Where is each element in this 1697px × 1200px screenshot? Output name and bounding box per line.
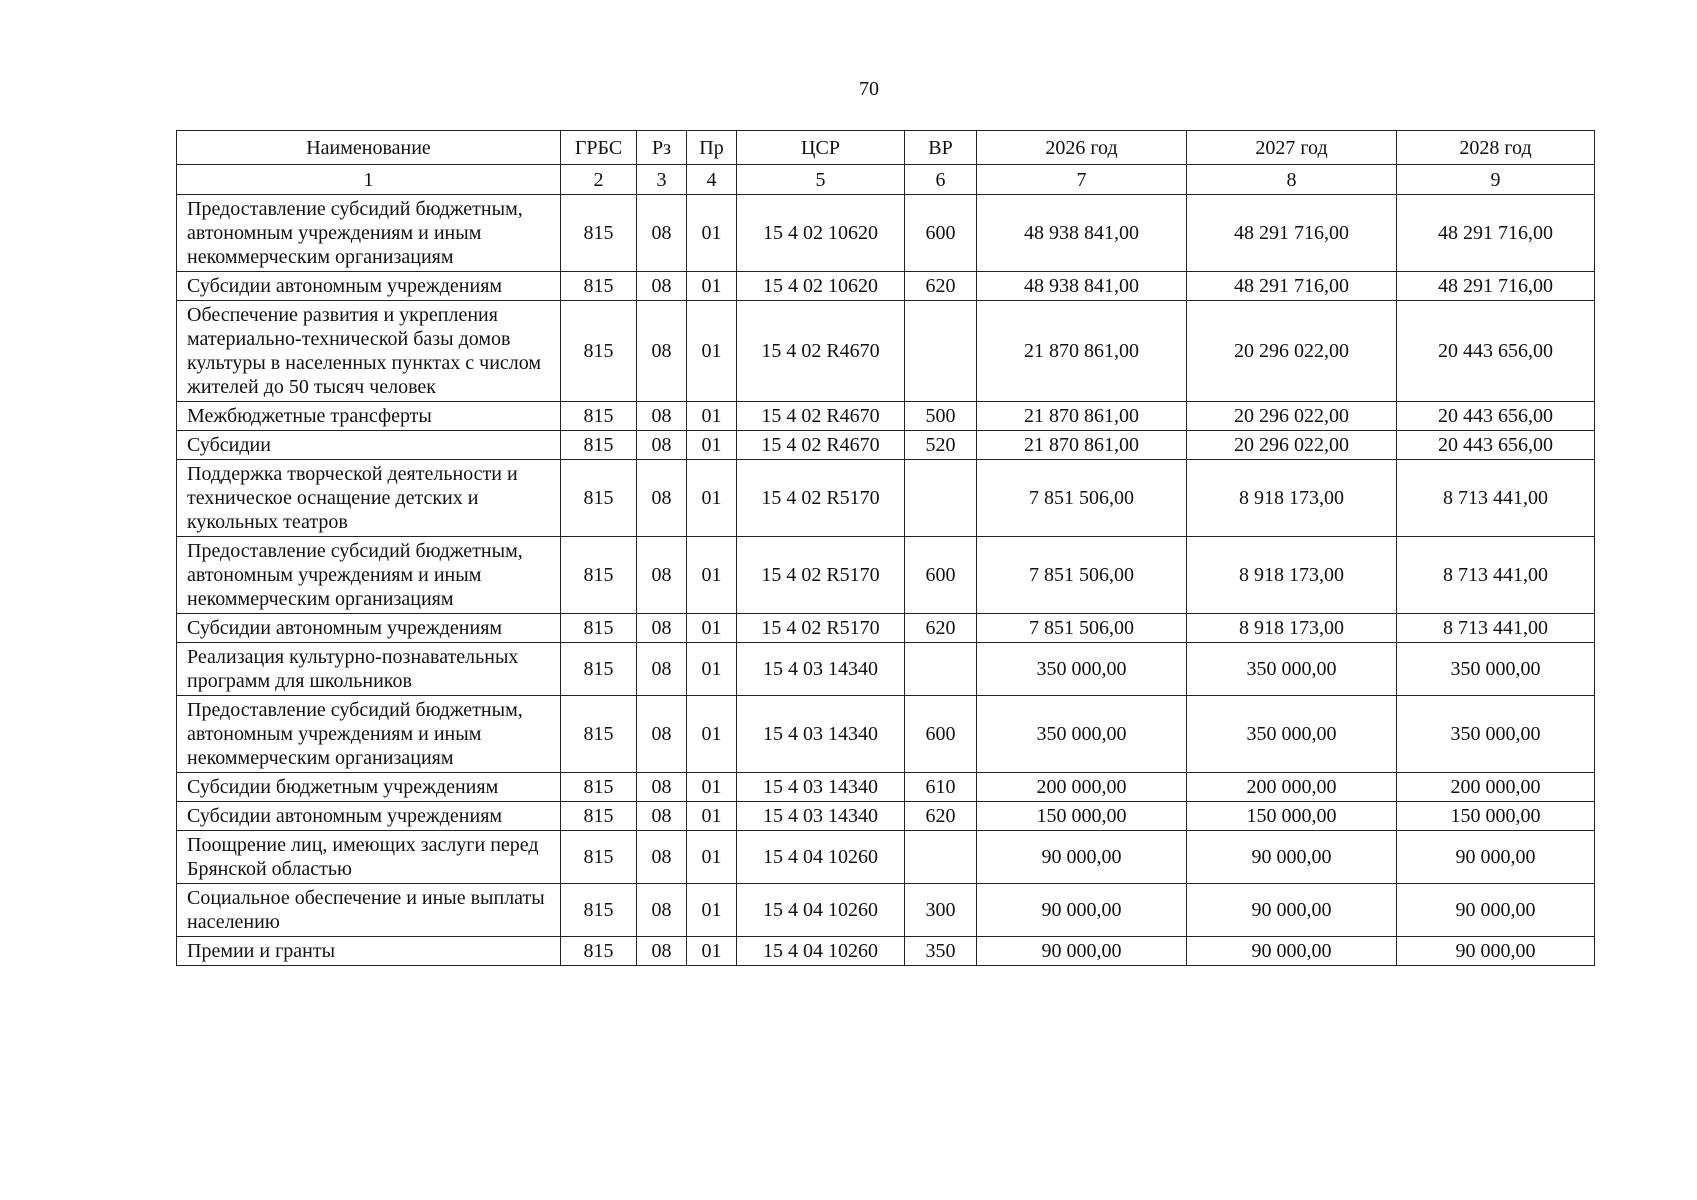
cell-csr: 15 4 04 10260 — [737, 937, 905, 966]
column-number: 7 — [977, 165, 1187, 195]
cell-grbs: 815 — [561, 537, 637, 614]
table-row — [177, 696, 1595, 773]
cell-2027: 8 918 173,00 — [1187, 537, 1397, 614]
cell-grbs: 815 — [561, 301, 637, 402]
cell-vr — [905, 460, 977, 537]
cell-grbs: 815 — [561, 460, 637, 537]
cell-name: Субсидии автономным учреждениям — [177, 272, 561, 301]
column-number: 3 — [637, 165, 687, 195]
cell-2027: 48 291 716,00 — [1187, 195, 1397, 272]
cell-2026: 7 851 506,00 — [977, 614, 1187, 643]
cell-2026: 7 851 506,00 — [977, 537, 1187, 614]
cell-2028: 8 713 441,00 — [1397, 614, 1595, 643]
cell-2028: 48 291 716,00 — [1397, 195, 1595, 272]
cell-2027: 20 296 022,00 — [1187, 301, 1397, 402]
cell-2026: 48 938 841,00 — [977, 272, 1187, 301]
cell-vr: 520 — [905, 431, 977, 460]
cell-2026: 200 000,00 — [977, 773, 1187, 802]
header-grbs: ГРБС — [561, 131, 637, 165]
cell-name: Социальное обеспечение и иные выплаты населению — [177, 884, 561, 937]
cell-csr: 15 4 03 14340 — [737, 773, 905, 802]
cell-rz: 08 — [637, 696, 687, 773]
cell-2027: 90 000,00 — [1187, 937, 1397, 966]
cell-vr: 620 — [905, 272, 977, 301]
cell-2026: 48 938 841,00 — [977, 195, 1187, 272]
cell-2027: 150 000,00 — [1187, 802, 1397, 831]
cell-pr: 01 — [687, 272, 737, 301]
cell-2027: 200 000,00 — [1187, 773, 1397, 802]
cell-rz: 08 — [637, 460, 687, 537]
header-2026: 2026 год — [977, 131, 1187, 165]
cell-2026: 150 000,00 — [977, 802, 1187, 831]
table-row — [177, 614, 1595, 643]
cell-vr: 350 — [905, 937, 977, 966]
cell-vr: 500 — [905, 402, 977, 431]
cell-2028: 350 000,00 — [1397, 643, 1595, 696]
cell-csr: 15 4 02 R5170 — [737, 460, 905, 537]
table-row — [177, 937, 1595, 966]
table-row — [177, 460, 1595, 537]
cell-name: Субсидии автономным учреждениям — [177, 802, 561, 831]
cell-2028: 20 443 656,00 — [1397, 431, 1595, 460]
cell-grbs: 815 — [561, 696, 637, 773]
cell-name: Предоставление субсидий бюджетным, автономным учреждениям и иным некоммерческим организациям — [177, 195, 561, 272]
cell-rz: 08 — [637, 831, 687, 884]
header-row — [177, 131, 1595, 165]
cell-name: Предоставление субсидий бюджетным, автономным учреждениям и иным некоммерческим организациям — [177, 537, 561, 614]
cell-2027: 48 291 716,00 — [1187, 272, 1397, 301]
cell-pr: 01 — [687, 643, 737, 696]
table-row — [177, 802, 1595, 831]
cell-rz: 08 — [637, 272, 687, 301]
cell-rz: 08 — [637, 884, 687, 937]
cell-name: Реализация культурно-познавательных программ для школьников — [177, 643, 561, 696]
cell-vr — [905, 643, 977, 696]
column-number: 9 — [1397, 165, 1595, 195]
cell-pr: 01 — [687, 301, 737, 402]
cell-2026: 21 870 861,00 — [977, 402, 1187, 431]
column-number: 4 — [687, 165, 737, 195]
cell-vr: 620 — [905, 802, 977, 831]
cell-pr: 01 — [687, 614, 737, 643]
cell-2026: 7 851 506,00 — [977, 460, 1187, 537]
cell-csr: 15 4 02 R4670 — [737, 301, 905, 402]
cell-pr: 01 — [687, 831, 737, 884]
cell-vr — [905, 301, 977, 402]
cell-rz: 08 — [637, 195, 687, 272]
cell-2028: 8 713 441,00 — [1397, 537, 1595, 614]
cell-rz: 08 — [637, 643, 687, 696]
cell-2027: 90 000,00 — [1187, 884, 1397, 937]
cell-2028: 8 713 441,00 — [1397, 460, 1595, 537]
cell-name: Поощрение лиц, имеющих заслуги перед Брянской областью — [177, 831, 561, 884]
table-header — [177, 131, 1595, 165]
cell-pr: 01 — [687, 884, 737, 937]
table-row — [177, 272, 1595, 301]
table-row — [177, 831, 1595, 884]
table-row — [177, 643, 1595, 696]
cell-2026: 350 000,00 — [977, 643, 1187, 696]
cell-grbs: 815 — [561, 802, 637, 831]
cell-2027: 90 000,00 — [1187, 831, 1397, 884]
column-number: 6 — [905, 165, 977, 195]
cell-name: Обеспечение развития и укрепления материально-технической базы домов культуры в населенных пунктах с числом жителей до 50 тысяч человек — [177, 301, 561, 402]
cell-vr: 620 — [905, 614, 977, 643]
cell-2026: 21 870 861,00 — [977, 301, 1187, 402]
cell-grbs: 815 — [561, 272, 637, 301]
table-row — [177, 431, 1595, 460]
cell-csr: 15 4 04 10260 — [737, 831, 905, 884]
cell-name: Межбюджетные трансферты — [177, 402, 561, 431]
table-body — [177, 165, 1595, 966]
header-pr: Пр — [687, 131, 737, 165]
cell-csr: 15 4 04 10260 — [737, 884, 905, 937]
cell-2028: 48 291 716,00 — [1397, 272, 1595, 301]
cell-csr: 15 4 02 R5170 — [737, 537, 905, 614]
header-2028: 2028 год — [1397, 131, 1595, 165]
cell-grbs: 815 — [561, 937, 637, 966]
cell-grbs: 815 — [561, 643, 637, 696]
cell-2028: 90 000,00 — [1397, 937, 1595, 966]
cell-csr: 15 4 03 14340 — [737, 802, 905, 831]
cell-grbs: 815 — [561, 195, 637, 272]
cell-rz: 08 — [637, 802, 687, 831]
cell-2026: 90 000,00 — [977, 937, 1187, 966]
table-row — [177, 884, 1595, 937]
cell-csr: 15 4 02 10620 — [737, 272, 905, 301]
cell-name: Субсидии бюджетным учреждениям — [177, 773, 561, 802]
cell-pr: 01 — [687, 460, 737, 537]
cell-rz: 08 — [637, 614, 687, 643]
cell-name: Субсидии автономным учреждениям — [177, 614, 561, 643]
cell-pr: 01 — [687, 431, 737, 460]
cell-pr: 01 — [687, 696, 737, 773]
cell-2027: 8 918 173,00 — [1187, 614, 1397, 643]
cell-grbs: 815 — [561, 402, 637, 431]
cell-rz: 08 — [637, 431, 687, 460]
cell-2028: 90 000,00 — [1397, 831, 1595, 884]
cell-vr — [905, 831, 977, 884]
cell-2026: 90 000,00 — [977, 884, 1187, 937]
header-2027: 2027 год — [1187, 131, 1397, 165]
column-number-row — [177, 165, 1595, 195]
cell-grbs: 815 — [561, 831, 637, 884]
cell-csr: 15 4 03 14340 — [737, 643, 905, 696]
cell-name: Премии и гранты — [177, 937, 561, 966]
cell-csr: 15 4 03 14340 — [737, 696, 905, 773]
table-row — [177, 301, 1595, 402]
cell-name: Предоставление субсидий бюджетным, автономным учреждениям и иным некоммерческим организациям — [177, 696, 561, 773]
cell-csr: 15 4 02 10620 — [737, 195, 905, 272]
column-number: 2 — [561, 165, 637, 195]
cell-2027: 20 296 022,00 — [1187, 402, 1397, 431]
cell-2028: 20 443 656,00 — [1397, 301, 1595, 402]
column-number: 1 — [177, 165, 561, 195]
column-number: 5 — [737, 165, 905, 195]
cell-2027: 350 000,00 — [1187, 643, 1397, 696]
cell-rz: 08 — [637, 537, 687, 614]
cell-rz: 08 — [637, 937, 687, 966]
cell-2028: 90 000,00 — [1397, 884, 1595, 937]
table-row — [177, 537, 1595, 614]
cell-vr: 610 — [905, 773, 977, 802]
cell-grbs: 815 — [561, 773, 637, 802]
cell-2028: 200 000,00 — [1397, 773, 1595, 802]
cell-2028: 20 443 656,00 — [1397, 402, 1595, 431]
cell-rz: 08 — [637, 773, 687, 802]
cell-vr: 600 — [905, 696, 977, 773]
cell-csr: 15 4 02 R5170 — [737, 614, 905, 643]
cell-2026: 90 000,00 — [977, 831, 1187, 884]
cell-vr: 600 — [905, 195, 977, 272]
cell-2027: 350 000,00 — [1187, 696, 1397, 773]
budget-table — [176, 130, 1595, 966]
header-vr: ВР — [905, 131, 977, 165]
cell-pr: 01 — [687, 402, 737, 431]
cell-csr: 15 4 02 R4670 — [737, 402, 905, 431]
cell-rz: 08 — [637, 301, 687, 402]
cell-2026: 21 870 861,00 — [977, 431, 1187, 460]
table-row — [177, 195, 1595, 272]
cell-pr: 01 — [687, 537, 737, 614]
cell-csr: 15 4 02 R4670 — [737, 431, 905, 460]
table-row — [177, 773, 1595, 802]
cell-rz: 08 — [637, 402, 687, 431]
cell-2026: 350 000,00 — [977, 696, 1187, 773]
cell-2027: 20 296 022,00 — [1187, 431, 1397, 460]
cell-name: Субсидии — [177, 431, 561, 460]
header-csr: ЦСР — [737, 131, 905, 165]
page-number: 70 — [859, 78, 879, 100]
cell-pr: 01 — [687, 937, 737, 966]
cell-pr: 01 — [687, 773, 737, 802]
cell-vr: 300 — [905, 884, 977, 937]
cell-pr: 01 — [687, 802, 737, 831]
cell-pr: 01 — [687, 195, 737, 272]
cell-vr: 600 — [905, 537, 977, 614]
cell-grbs: 815 — [561, 431, 637, 460]
cell-2027: 8 918 173,00 — [1187, 460, 1397, 537]
cell-grbs: 815 — [561, 884, 637, 937]
cell-2028: 350 000,00 — [1397, 696, 1595, 773]
cell-name: Поддержка творческой деятельности и техническое оснащение детских и кукольных театров — [177, 460, 561, 537]
cell-2028: 150 000,00 — [1397, 802, 1595, 831]
header-name: Наименование — [177, 131, 561, 165]
table-row — [177, 402, 1595, 431]
cell-grbs: 815 — [561, 614, 637, 643]
column-number: 8 — [1187, 165, 1397, 195]
header-rz: Рз — [637, 131, 687, 165]
